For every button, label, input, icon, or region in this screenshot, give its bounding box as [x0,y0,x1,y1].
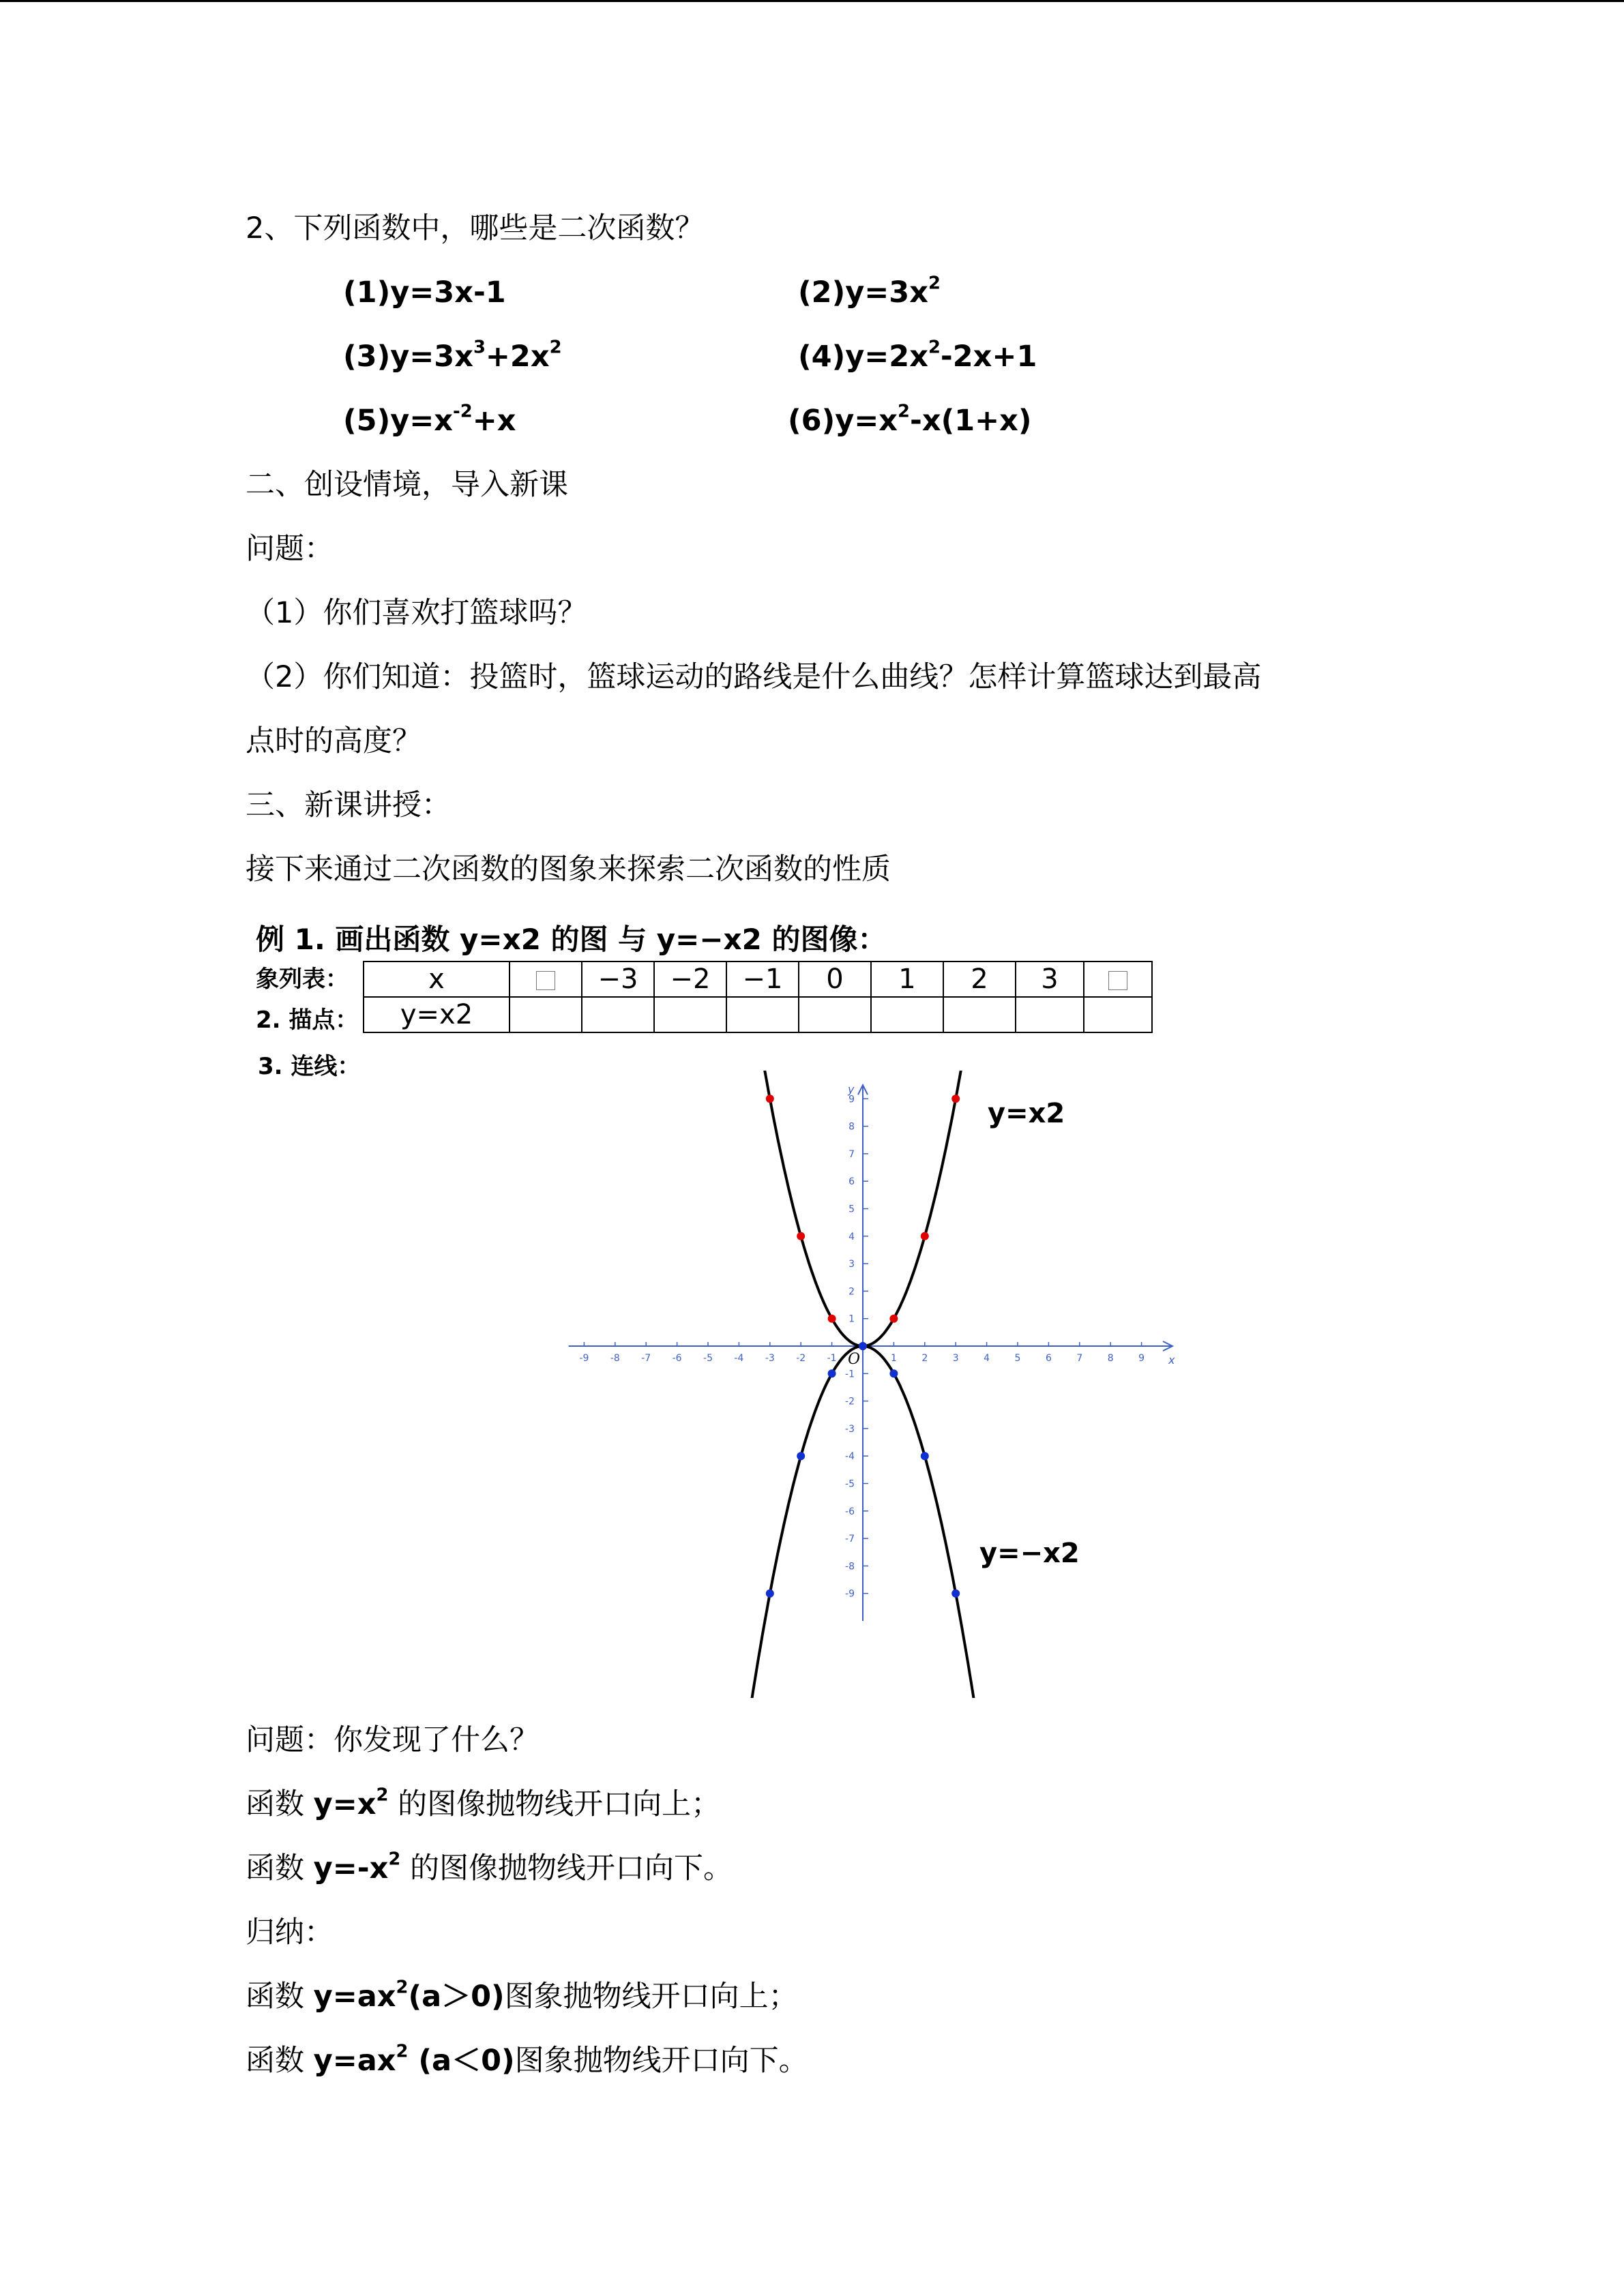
table-cell: −1 [726,961,799,997]
question-label: 问题： [246,532,334,566]
table-cell: 0 [799,961,871,997]
x-tick-label: -1 [827,1353,837,1364]
table-cell [726,997,799,1032]
table-cell: 1 [871,961,943,997]
section-3-heading: 三、新课讲授： [246,788,451,822]
q2-title: 2、下列函数中，哪些是二次函数？ [246,211,705,245]
findings-question: 问题：你发现了什么？ [246,1723,539,1757]
table-cell: x [364,961,510,997]
step-1-label: 象列表： [256,966,349,993]
example-title: 例 1. 画出函数 y=x2 的图 与 y=−x2 的图像： [256,923,887,956]
table-cell [1016,997,1084,1032]
point-down [889,1369,898,1377]
y-tick-label: 7 [848,1148,855,1160]
x-tick-label: -3 [765,1353,775,1364]
point-down [921,1452,929,1460]
x-tick-label: 6 [1045,1353,1052,1364]
section-2-heading: 二、创设情境，导入新课 [246,468,568,502]
parabola-graph [539,1071,1187,1698]
axes [569,1083,1175,1621]
placeholder-box [536,971,555,990]
y-tick-label: -7 [845,1534,855,1545]
x-tick-label: 1 [890,1353,897,1364]
y-tick-label: -9 [845,1588,855,1600]
y-tick-label: -5 [845,1478,855,1490]
point-up [921,1232,929,1240]
x-tick-label: -8 [610,1353,620,1364]
point-up [889,1315,898,1323]
point-down [797,1452,805,1460]
x-tick-label: -6 [672,1353,682,1364]
x-tick-label: -7 [641,1353,651,1364]
point-up [951,1094,960,1103]
y-tick-label: -2 [845,1396,855,1407]
y-tick-label: 9 [848,1094,855,1105]
point-up [766,1094,774,1103]
step-2-label: 2. 描点： [256,1007,359,1034]
table-cell: y=x2 [364,997,510,1032]
value-table [363,961,1153,1033]
table-cell: 3 [1016,961,1084,997]
table-cell [510,961,582,997]
point-up [828,1315,836,1323]
table-cell: −3 [582,961,654,997]
y-tick-label: -1 [845,1369,855,1380]
q2-item-6: $(6)y=x^2-x(1+x)$ [788,401,1032,438]
question-2-line-1: （2）你们知道：投篮时，篮球运动的路线是什么曲线？怎样计算篮球达到最高 [246,660,1262,694]
table-row [364,997,1152,1032]
table-cell [799,997,871,1032]
question-2-line-2: 点时的高度？ [246,724,422,758]
y-tick-label: 1 [848,1313,855,1325]
y-tick-label: 8 [848,1121,855,1133]
table-cell [582,997,654,1032]
y-tick-label: 6 [848,1176,855,1188]
x-tick-label: -9 [579,1353,589,1364]
x-axis-label: x [1168,1354,1175,1367]
curve-label-down: y=−x2 [979,1538,1080,1569]
table-cell [1084,961,1152,997]
x-tick-label: 3 [952,1353,959,1364]
summary-1: 函数 $y=ax^2(a>0)$图象抛物线开口向上； [246,1977,798,2014]
x-tick-label: -4 [734,1353,744,1364]
point-down [859,1342,867,1350]
placeholder-box [1108,971,1127,990]
question-1: （1）你们喜欢打篮球吗？ [246,596,587,630]
table-cell [510,997,582,1032]
q2-item-4: $(4)y=2x^2-2x+1$ [798,337,1037,374]
y-tick-label: 2 [848,1286,855,1298]
finding-1: 函数 $y=x^2$ 的图像抛物线开口向上； [246,1785,721,1821]
summary-label: 归纳： [246,1915,334,1950]
y-tick-label: 3 [848,1259,855,1270]
section-3-intro: 接下来通过二次函数的图象来探索二次函数的性质 [246,852,891,886]
table-cell [654,997,726,1032]
x-tick-label: -5 [703,1353,713,1364]
page-top-border [0,0,1624,2]
y-tick-label: -4 [845,1451,855,1463]
table-cell [871,997,943,1032]
y-tick-label: 4 [848,1231,855,1242]
table-cell [943,997,1016,1032]
table-row [364,961,1152,997]
origin-label: O [848,1351,861,1368]
q2-item-3: $(3)y=3x^3+2x^2$ [343,337,562,374]
point-up [797,1232,805,1240]
y-tick-label: -3 [845,1423,855,1435]
table-cell [1084,997,1152,1032]
y-tick-label: 5 [848,1204,855,1215]
x-tick-label: 5 [1014,1353,1021,1364]
y-tick-label: -8 [845,1561,855,1572]
table-cell: 2 [943,961,1016,997]
point-down [828,1369,836,1377]
x-tick-label: -2 [796,1353,806,1364]
point-down [951,1590,960,1598]
q2-item-5: $(5)y=x^{-2}+x$ [343,401,516,438]
x-tick-label: 9 [1138,1353,1145,1364]
y-tick-label: -6 [845,1506,855,1517]
x-tick-label: 2 [921,1353,928,1364]
step-3-label: 3. 连线： [258,1053,361,1080]
table-cell: −2 [654,961,726,997]
x-tick-label: 7 [1076,1353,1083,1364]
q2-item-1: (1)y=3x-1 [343,275,506,310]
summary-2: 函数 $y=ax^2$ (a＜0)图象抛物线开口向下。 [246,2041,808,2078]
y-axis-label: y [848,1083,855,1097]
curve-label-up: y=x2 [988,1098,1065,1129]
x-tick-label: 8 [1107,1353,1114,1364]
point-down [766,1590,774,1598]
x-tick-label: 4 [984,1353,990,1364]
q2-item-2: $(2)y=3x^2$ [798,273,941,310]
finding-2: 函数 $y=-x^2$ 的图像抛物线开口向下。 [246,1849,733,1885]
